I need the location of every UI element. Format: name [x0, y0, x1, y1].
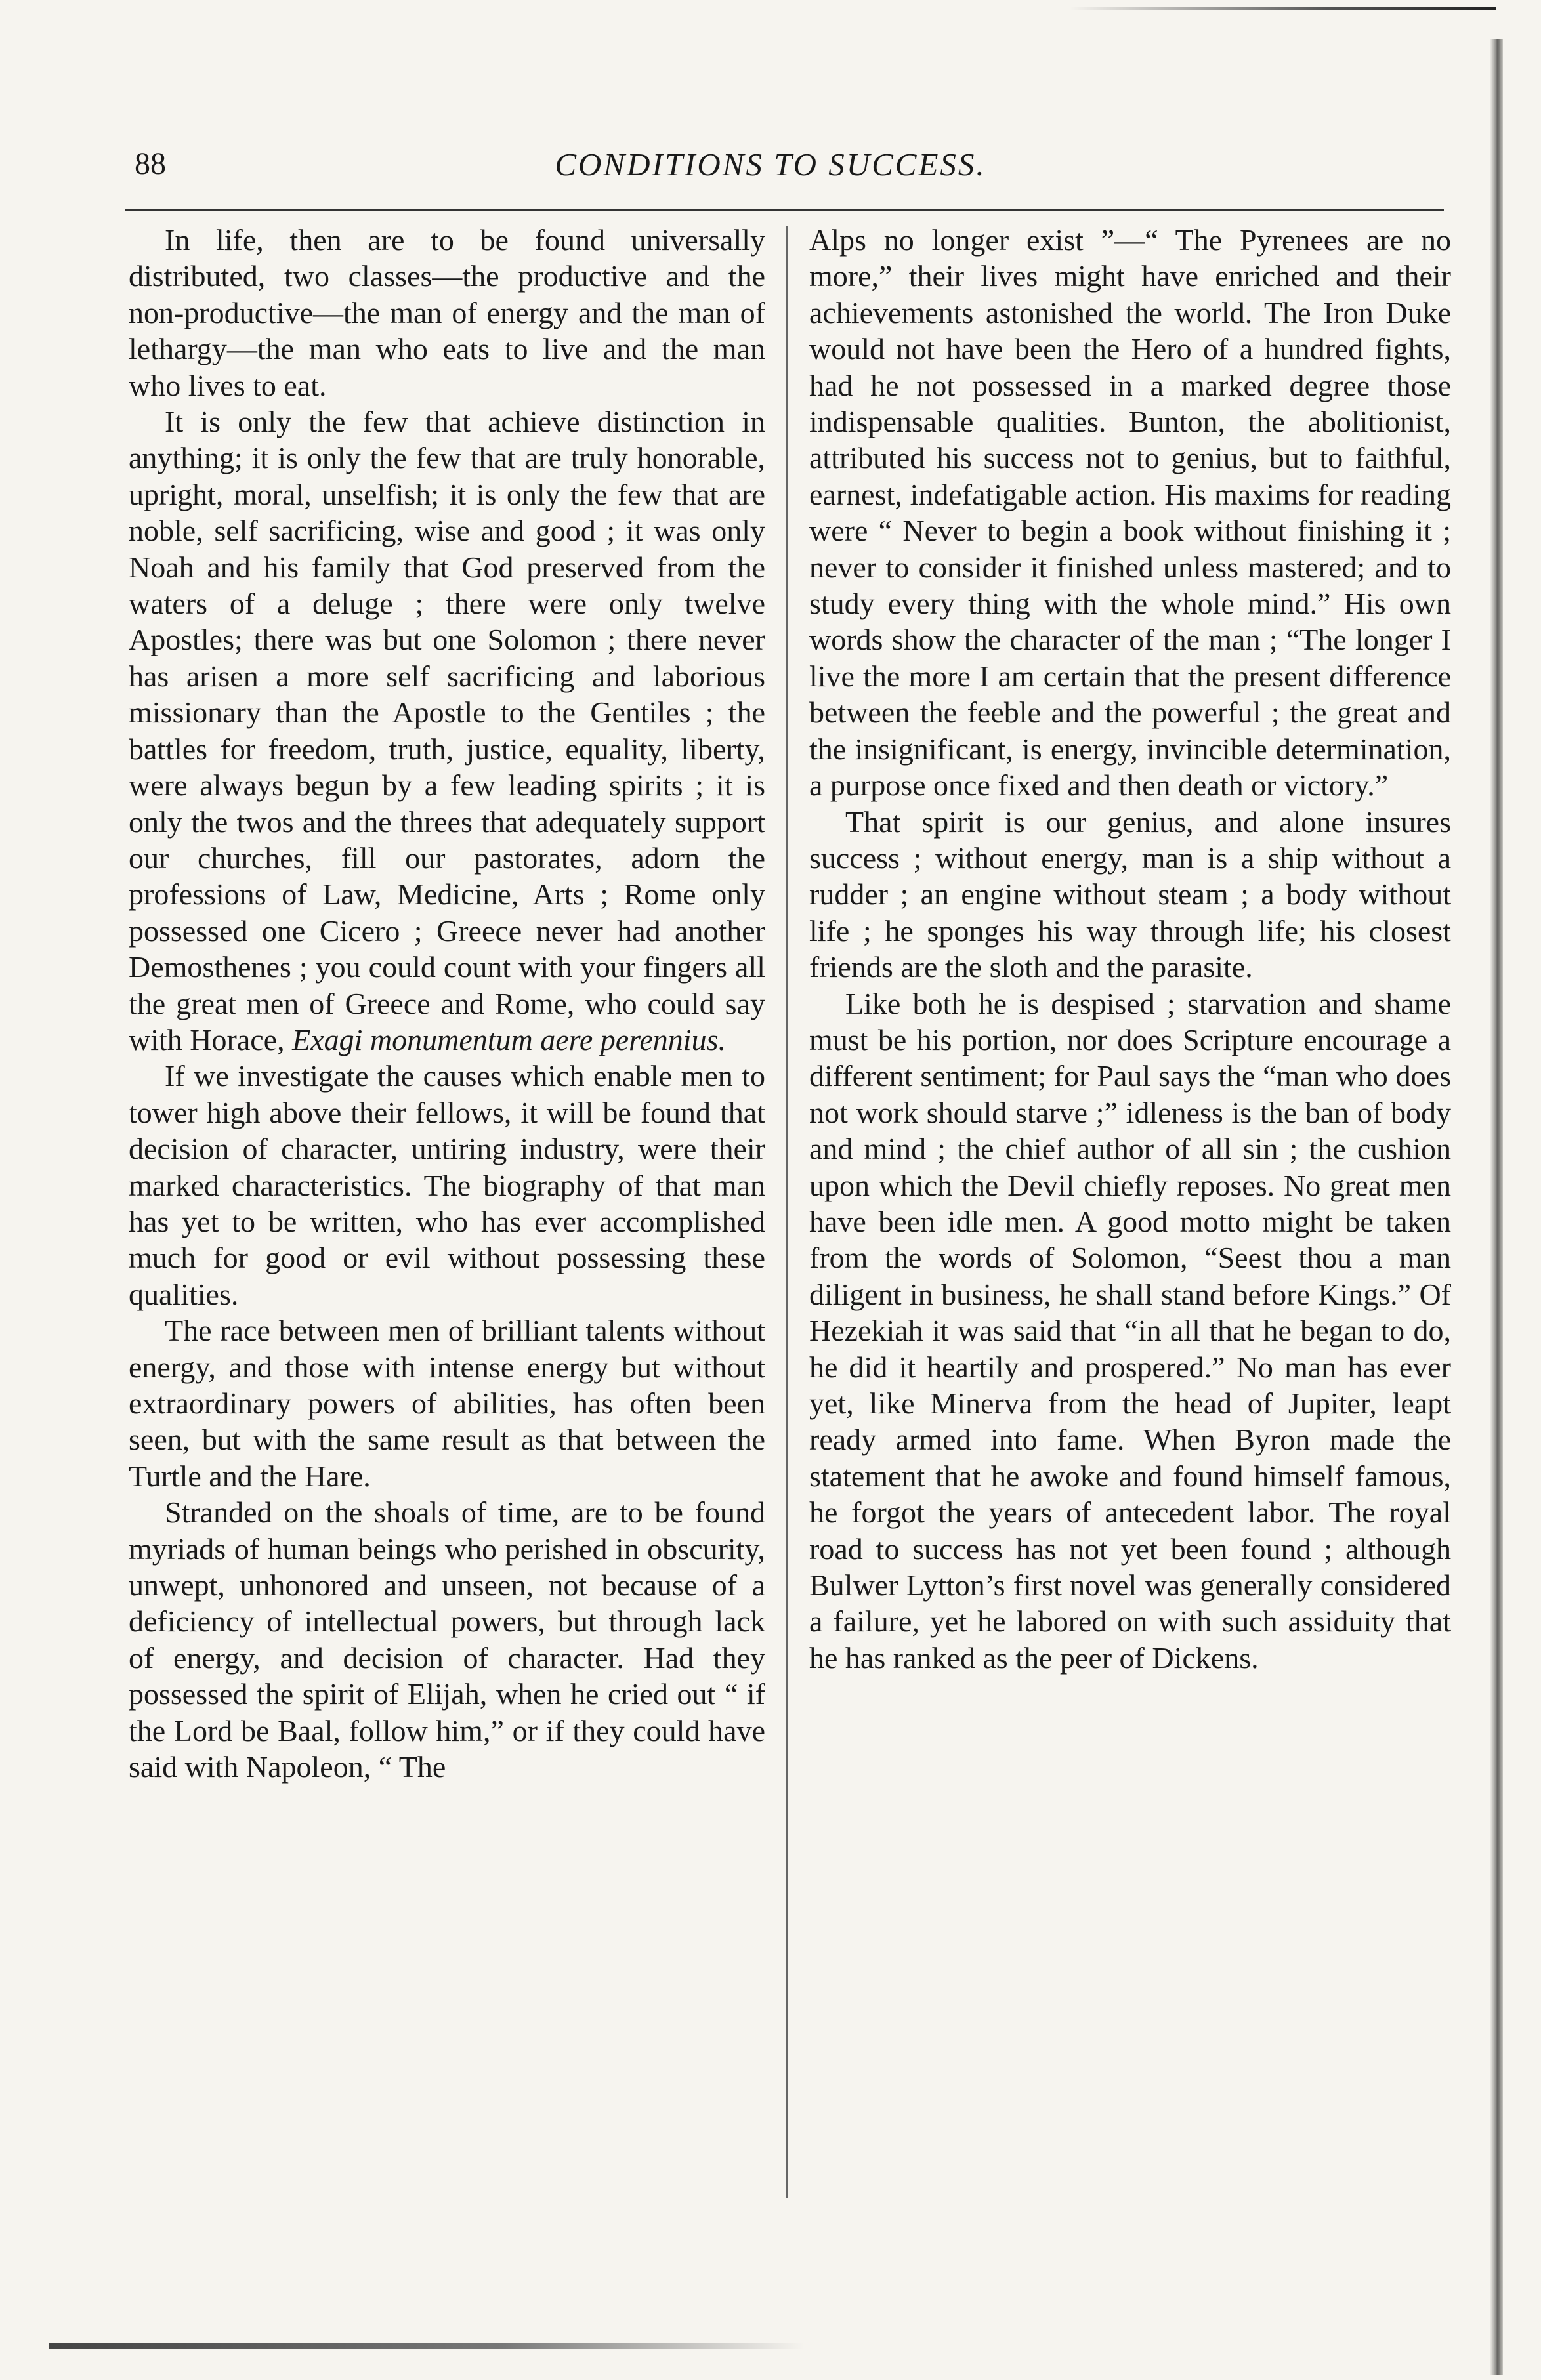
latin-quote: Exagi monumentum aere perennius.: [292, 1022, 726, 1056]
paragraph: [129, 404, 765, 1058]
page-number: 88: [135, 146, 166, 181]
running-head: CONDITIONS TO SUCCESS.: [555, 146, 986, 182]
paragraph: Stranded on the shoals of time, are to be found myriads of human beings who perished in obscurity, unwept, unhonored and unseen, not because of a deficiency of intellectual powers, but through lack of energy, and decision of character. Had they possessed the spirit of Elijah, when he cried out “ if the Lord be Baal, follow him,” or if they could have said with Napoleon, “ The: [129, 1495, 765, 1784]
paragraph: That spirit is our genius, and alone insures success ; without energy, man is a ship without a rudder ; an engine without steam ; a body without life ; he sponges his way through life; his closest friends are the sloth and the parasite.: [809, 804, 1451, 984]
left-column: [129, 222, 765, 1785]
right-column: [809, 222, 1451, 1676]
scan-edge-bottom: [49, 2343, 804, 2349]
paragraph-text: It is only the few that achieve distinction in anything; it is only the few that are truly honorable, upright, moral, unselfish; it is only the few that are noble, self sacrificing, wise and good ; it was only Noah and his family that God preserved from the waters of a deluge ; there were only twelve Apostles; there was but one Solomon ; there never has arisen a more self sacrificing and laborious missionary than the Apostle to the Gentiles ; the battles for freedom, truth, justice, equality, liberty, were always begun by a few leading spirits ; it is only the twos and the threes that adequately support our churches, fill our pastorates, adorn the professions of Law, Medicine, Arts ; Rome only possessed one Cicero ; Greece never had another Demosthenes ; you could count with your fingers all the great men of Greece and Rome, who could say with Horace,: [129, 405, 765, 1056]
column-divider: [786, 226, 788, 2198]
paragraph: If we investigate the causes which enable men to tower high above their fellows, it will be found that decision of character, untiring industry, were their marked characteristics. The biography of that man has yet to be written, who has ever accomplished much for good or evil without possessing these qualities.: [129, 1059, 765, 1311]
paragraph: Like both he is despised ; starvation and shame must be his portion, nor does Scripture encourage a different sentiment; for Paul says the “man who does not work should starve ;” idleness is the ban of body and mind ; the chief author of all sin ; the cushion upon which the Devil chiefly reposes. No great men have been idle men. A good motto might be taken from the words of Solomon, “Seest thou a man diligent in business, he shall stand before Kings.” Of Hezekiah it was said that “in all that he began to do, he did it heartily and prospered.” No man has ever yet, like Minerva from the head of Jupiter, leapt ready armed into fame. When Byron made the statement that he awoke and found himself famous, he forgot the years of antecedent labor. The royal road to success has not yet been found ; although Bulwer Lytton’s first novel was generally considered a failure, yet he labored on with such assiduity that he has ranked as the peer of Dickens.: [809, 986, 1451, 1675]
header-rule: [125, 209, 1444, 211]
scan-edge-right: [1490, 39, 1503, 2375]
paragraph: The race between men of brilliant talents without energy, and those with intense energy but without extraordinary powers of abilities, has often been seen, but with the same result as that between the Turtle and the Hare.: [129, 1314, 765, 1493]
paragraph: Alps no longer exist ”—“ The Pyrenees are no more,” their lives might have enriched and their achievements astonished the world. The Iron Duke would not have been the Hero of a hundred fights, had he not possessed in a marked degree those indispensable qualities. Bunton, the abolitionist, attributed his success not to genius, but to faithful, earnest, indefatigable action. His maxims for reading were “ Never to begin a book without finishing it ; never to consider it finished unless mastered; and to study every thing with the whole mind.” His own words show the character of the man ; “The longer I live the more I am certain that the present difference between the feeble and the powerful ; the great and the insignificant, is energy, invincible determination, a purpose once fixed and then death or victory.”: [809, 223, 1451, 803]
paragraph: In life, then are to be found universally distributed, two classes—the productive and the non-productive—the man of energy and the man of lethargy—the man who eats to live and the man who lives to eat.: [129, 223, 765, 402]
scan-edge-top: [1070, 7, 1496, 10]
